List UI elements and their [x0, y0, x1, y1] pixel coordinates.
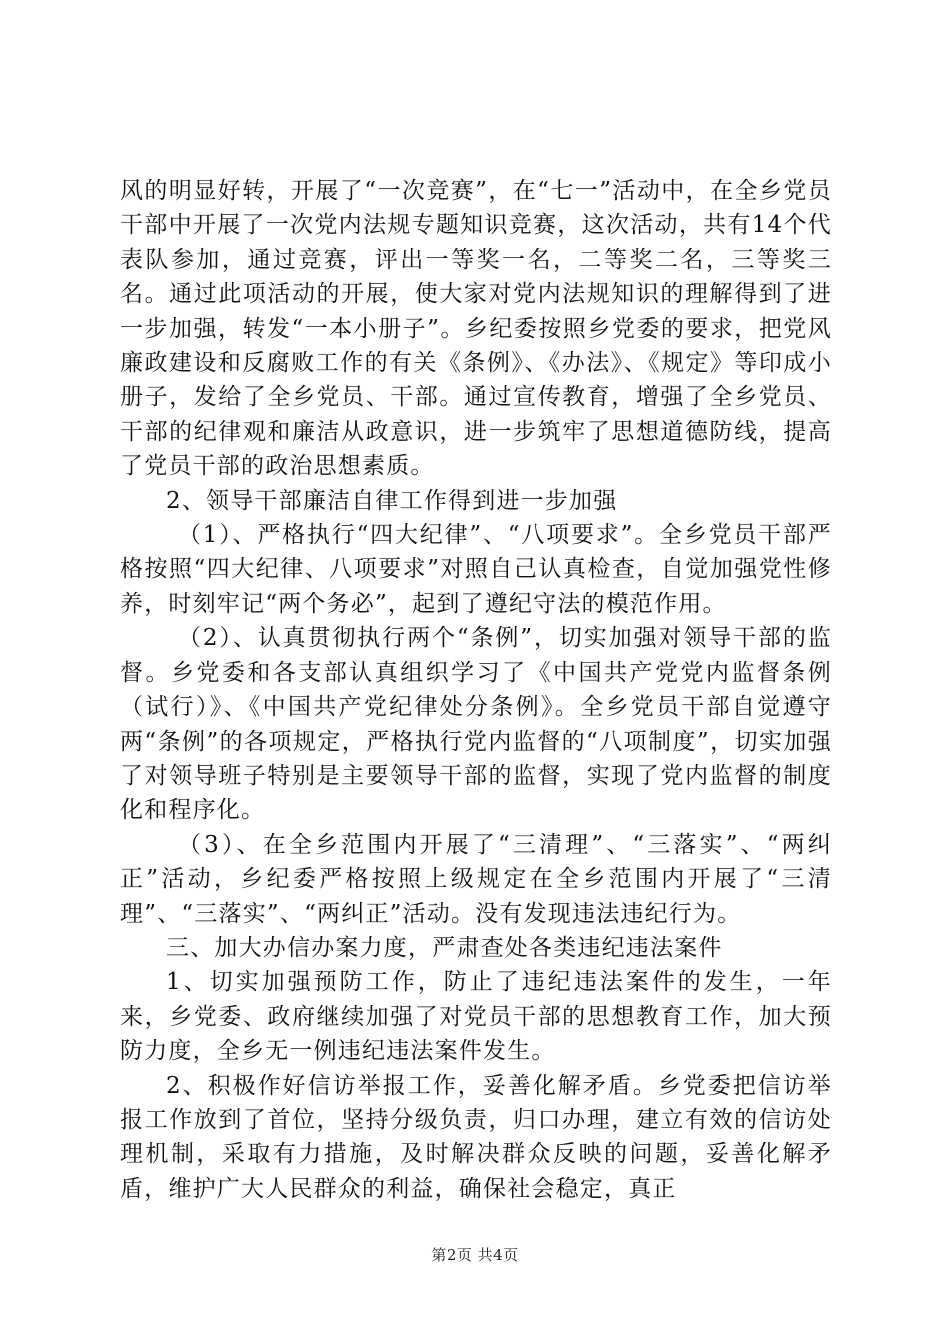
section-heading-3: 三、加大办信办案力度，严肃查处各类违纪违法案件 — [166, 934, 723, 961]
paragraph-item-1: （1）、严格执行“四大纪律”、“八项要求”。全乡党员干部严格按照“四大纪律、八项要求”对照自己认真检查，自觉加强党性修养，时刻牢记“两个务必”，起到了遵纪守法的模范作用。 — [120, 522, 832, 617]
paragraph-item-2: （2）、认真贯彻执行两个“条例”，切实加强对领导干部的监督。乡党委和各支部认真组织学习了《中国共产党党内监督条例（试行）》、《中国共产党纪律处分条例》。全乡党员干部自觉遵守两“条例”的各项规定，严格执行党内监督的“八项制度”，切实加强了对领导班子特别是主要领导干部的监督，实现了党内监督的制度化和程序化。 — [120, 625, 832, 824]
paragraph-item-3: （3）、在全乡范围内开展了“三清理”、“三落实”、“两纠正”活动，乡纪委严格按照上级规定在全乡范围内开展了“三清理”、“三落实”、“两纠正”活动。没有发现违法违纪行为。 — [120, 831, 832, 927]
paragraph-point-1: 1、切实加强预防工作，防止了违纪违法案件的发生，一年来，乡党委、政府继续加强了对党员干部的思想教育工作，加大预防力度，全乡无一例违纪违法案件发生。 — [120, 969, 832, 1065]
document-body — [120, 174, 832, 1206]
paragraph-continuation: 风的明显好转，开展了“一次竞赛”，在“七一”活动中，在全乡党员干部中开展了一次党内法规专题知识竞赛，这次活动，共有14个代表队参加，通过竞赛，评出一等奖一名，二等奖二名，三等奖三名。通过此项活动的开展，使大家对党内法规知识的理解得到了进一步加强，转发“一本小册子”。乡纪委按照乡党委的要求，把党风廉政建设和反腐败工作的有关《条例》、《办法》、《规定》等印成小册子，发给了全乡党员、干部。通过宣传教育，增强了全乡党员、干部的纪律观和廉洁从政意识，进一步筑牢了思想道德防线，提高了党员干部的政治思想素质。 — [120, 178, 832, 480]
page-number-footer: 第2页 共4页 — [431, 1246, 519, 1264]
section-heading-2: 2、领导干部廉洁自律工作得到进一步加强 — [166, 487, 618, 514]
paragraph-point-2: 2、积极作好信访举报工作，妥善化解矛盾。乡党委把信访举报工作放到了首位，坚持分级负责，归口办理，建立有效的信访处理机制，采取有力措施，及时解决群众反映的问题，妥善化解矛盾，维护广大人民群众的利益，确保社会稳定，真正 — [120, 1072, 832, 1202]
